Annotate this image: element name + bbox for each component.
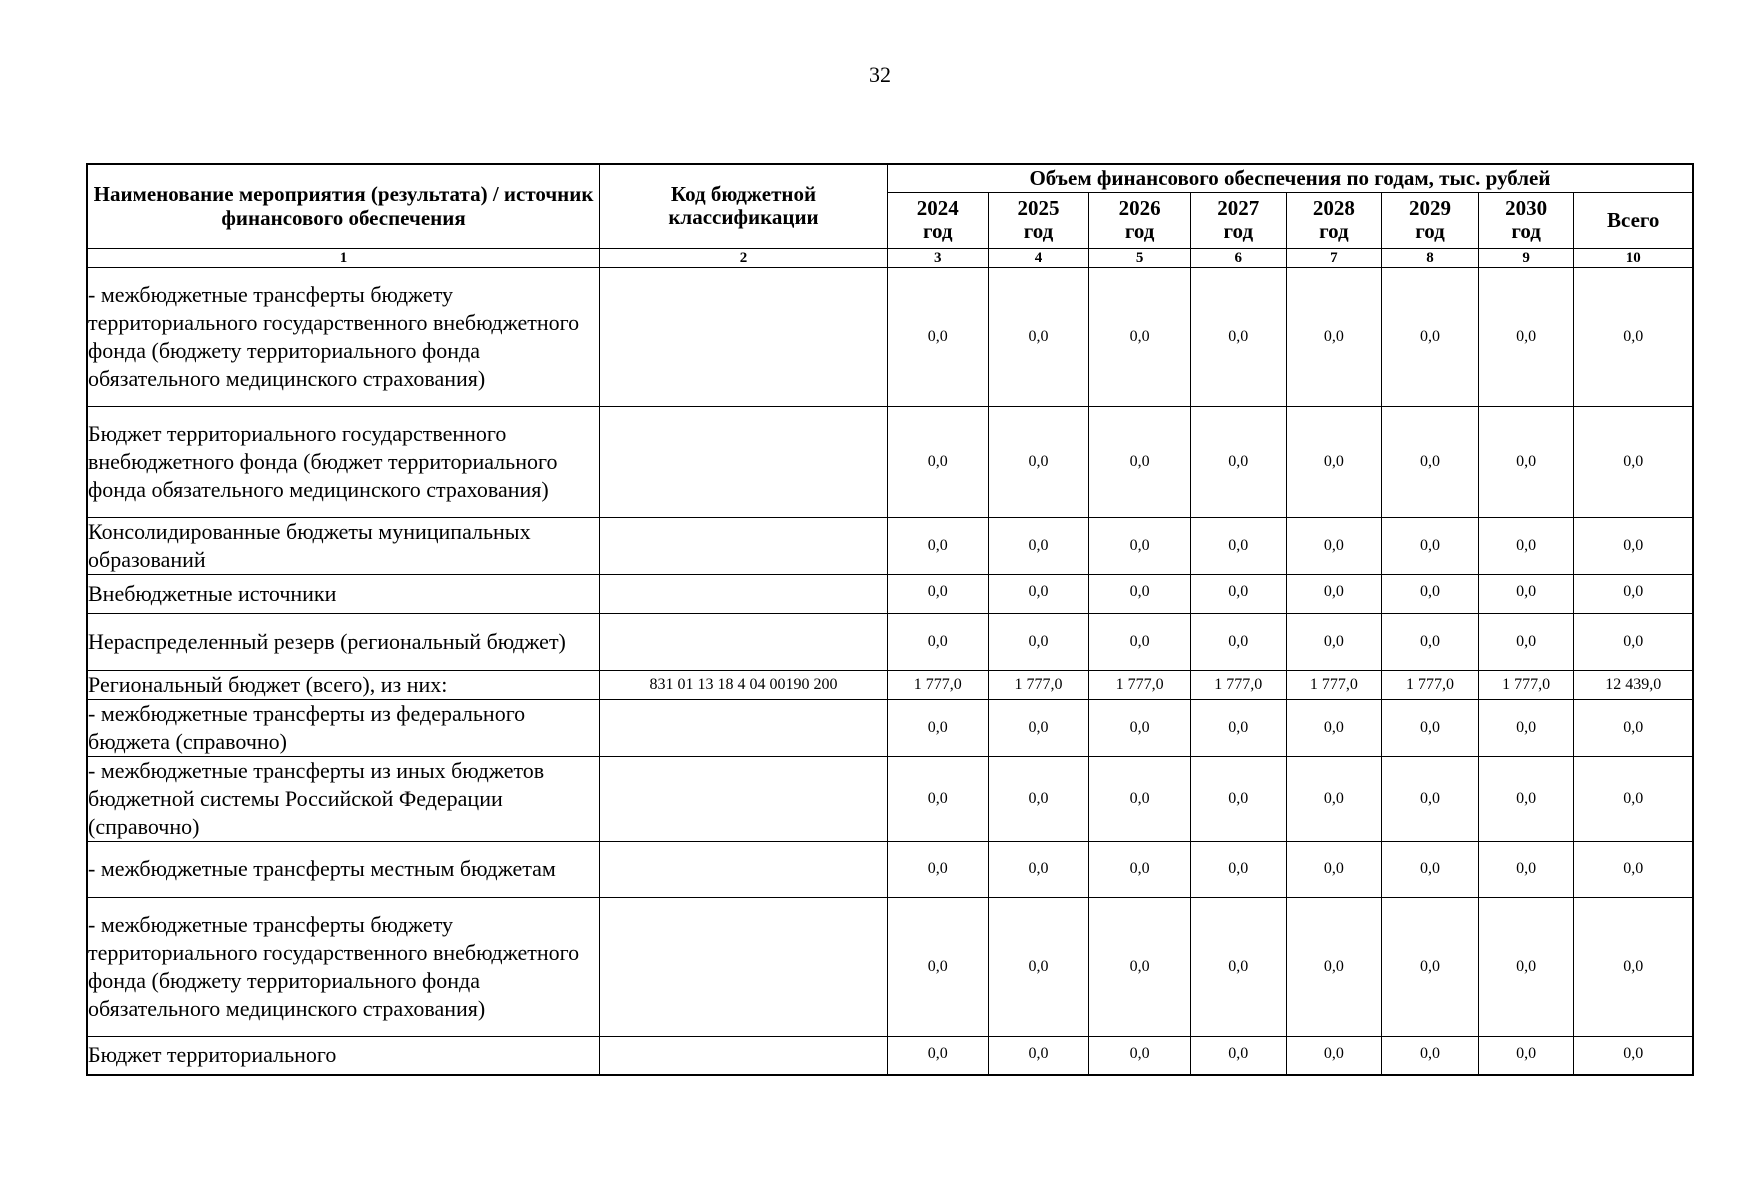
row-year-value: 0,0 <box>1191 267 1287 406</box>
table-row <box>87 517 1693 574</box>
row-year-value: 0,0 <box>1089 574 1191 613</box>
table-row <box>87 841 1693 897</box>
row-name: - межбюджетные трансферты из иных бюджетов бюджетной системы Российской Федерации (справочно) <box>87 756 600 841</box>
row-total-value: 0,0 <box>1574 267 1693 406</box>
column-number: 9 <box>1478 248 1574 267</box>
row-year-value: 0,0 <box>1191 1036 1287 1075</box>
row-name: Региональный бюджет (всего), из них: <box>87 670 600 699</box>
row-year-value: 0,0 <box>887 897 988 1036</box>
row-code: 831 01 13 18 4 04 00190 200 <box>600 670 888 699</box>
row-total-value: 0,0 <box>1574 841 1693 897</box>
header-total: Всего <box>1574 192 1693 248</box>
row-year-value: 0,0 <box>1382 841 1479 897</box>
row-year-value: 0,0 <box>1478 613 1574 670</box>
row-year-value: 0,0 <box>1191 406 1287 517</box>
row-year-value: 0,0 <box>1382 613 1479 670</box>
table-row <box>87 756 1693 841</box>
row-year-value: 0,0 <box>1191 699 1287 756</box>
row-code <box>600 267 888 406</box>
row-year-value: 0,0 <box>887 613 988 670</box>
row-year-value: 0,0 <box>1478 517 1574 574</box>
row-year-value: 0,0 <box>1286 613 1382 670</box>
row-total-value: 0,0 <box>1574 897 1693 1036</box>
column-number: 2 <box>600 248 888 267</box>
row-year-value: 0,0 <box>1286 756 1382 841</box>
row-year-value: 0,0 <box>1191 613 1287 670</box>
row-year-value: 0,0 <box>1382 1036 1479 1075</box>
header-year: 2028 год <box>1286 192 1382 248</box>
row-year-value: 0,0 <box>1286 517 1382 574</box>
table-row <box>87 406 1693 517</box>
row-code <box>600 841 888 897</box>
row-year-value: 0,0 <box>1089 267 1191 406</box>
row-total-value: 0,0 <box>1574 517 1693 574</box>
row-name: Бюджет территориального <box>87 1036 600 1075</box>
row-year-value: 0,0 <box>1382 699 1479 756</box>
row-total-value: 12 439,0 <box>1574 670 1693 699</box>
row-year-value: 0,0 <box>887 517 988 574</box>
header-year: 2026 год <box>1089 192 1191 248</box>
row-year-value: 0,0 <box>1191 841 1287 897</box>
row-year-value: 0,0 <box>1089 699 1191 756</box>
column-number: 8 <box>1382 248 1479 267</box>
header-volume: Объем финансового обеспечения по годам, тыс. рублей <box>887 164 1693 192</box>
row-name: Консолидированные бюджеты муниципальных образований <box>87 517 600 574</box>
row-code <box>600 1036 888 1075</box>
row-year-value: 0,0 <box>1089 406 1191 517</box>
header-year: 2025 год <box>988 192 1089 248</box>
column-number: 4 <box>988 248 1089 267</box>
row-year-value: 0,0 <box>1286 841 1382 897</box>
row-year-value: 0,0 <box>1191 517 1287 574</box>
row-year-value: 0,0 <box>988 841 1089 897</box>
row-year-value: 0,0 <box>1089 841 1191 897</box>
row-year-value: 0,0 <box>1382 406 1479 517</box>
row-year-value: 0,0 <box>887 406 988 517</box>
row-name: - межбюджетные трансферты местным бюджетам <box>87 841 600 897</box>
row-year-value: 0,0 <box>988 517 1089 574</box>
row-year-value: 0,0 <box>1478 406 1574 517</box>
row-total-value: 0,0 <box>1574 1036 1693 1075</box>
row-year-value: 0,0 <box>1478 841 1574 897</box>
row-year-value: 1 777,0 <box>887 670 988 699</box>
row-year-value: 0,0 <box>1286 406 1382 517</box>
row-name: - межбюджетные трансферты бюджету территориального государственного внебюджетного фонда (бюджету территориального фонда обязательного медицинского страхования) <box>87 897 600 1036</box>
row-year-value: 0,0 <box>988 267 1089 406</box>
column-number: 10 <box>1574 248 1693 267</box>
header-year: 2027 год <box>1191 192 1287 248</box>
table-row <box>87 670 1693 699</box>
row-year-value: 0,0 <box>887 267 988 406</box>
row-year-value: 0,0 <box>1478 699 1574 756</box>
row-code <box>600 699 888 756</box>
header-year: 2024 год <box>887 192 988 248</box>
row-code <box>600 613 888 670</box>
row-year-value: 0,0 <box>988 699 1089 756</box>
header-name: Наименование мероприятия (результата) / источник финансового обеспечения <box>87 164 600 248</box>
column-number: 1 <box>87 248 600 267</box>
table-row <box>87 613 1693 670</box>
row-year-value: 0,0 <box>988 574 1089 613</box>
row-year-value: 0,0 <box>887 756 988 841</box>
table-row <box>87 1036 1693 1075</box>
row-year-value: 1 777,0 <box>988 670 1089 699</box>
row-year-value: 0,0 <box>1286 267 1382 406</box>
row-year-value: 0,0 <box>1382 897 1479 1036</box>
row-year-value: 0,0 <box>1089 897 1191 1036</box>
row-code <box>600 406 888 517</box>
row-year-value: 0,0 <box>1191 574 1287 613</box>
row-year-value: 0,0 <box>1478 897 1574 1036</box>
row-year-value: 0,0 <box>1191 756 1287 841</box>
row-code <box>600 756 888 841</box>
row-year-value: 0,0 <box>1478 574 1574 613</box>
row-year-value: 0,0 <box>1478 1036 1574 1075</box>
row-name: - межбюджетные трансферты из федерального бюджета (справочно) <box>87 699 600 756</box>
row-year-value: 1 777,0 <box>1382 670 1479 699</box>
row-year-value: 0,0 <box>1382 756 1479 841</box>
row-name: - межбюджетные трансферты бюджету территориального государственного внебюджетного фонда (бюджету территориального фонда обязательного медицинского страхования) <box>87 267 600 406</box>
row-total-value: 0,0 <box>1574 574 1693 613</box>
row-total-value: 0,0 <box>1574 613 1693 670</box>
table-row <box>87 267 1693 406</box>
row-name: Бюджет территориального государственного внебюджетного фонда (бюджет территориального фонда обязательного медицинского страхования) <box>87 406 600 517</box>
row-year-value: 0,0 <box>988 756 1089 841</box>
column-number: 3 <box>887 248 988 267</box>
row-year-value: 0,0 <box>1478 267 1574 406</box>
row-year-value: 0,0 <box>1286 897 1382 1036</box>
row-year-value: 0,0 <box>1089 1036 1191 1075</box>
row-year-value: 0,0 <box>1382 574 1479 613</box>
row-code <box>600 897 888 1036</box>
financing-table <box>86 163 1694 1076</box>
row-year-value: 0,0 <box>988 897 1089 1036</box>
row-year-value: 0,0 <box>887 1036 988 1075</box>
row-year-value: 0,0 <box>1089 756 1191 841</box>
row-code <box>600 517 888 574</box>
row-year-value: 0,0 <box>1286 574 1382 613</box>
row-year-value: 0,0 <box>887 574 988 613</box>
header-year: 2029 год <box>1382 192 1479 248</box>
table-row <box>87 574 1693 613</box>
table-row <box>87 699 1693 756</box>
row-year-value: 1 777,0 <box>1191 670 1287 699</box>
table-row <box>87 897 1693 1036</box>
row-total-value: 0,0 <box>1574 699 1693 756</box>
row-year-value: 0,0 <box>1089 517 1191 574</box>
row-year-value: 0,0 <box>887 699 988 756</box>
column-number: 5 <box>1089 248 1191 267</box>
row-year-value: 0,0 <box>988 406 1089 517</box>
row-total-value: 0,0 <box>1574 406 1693 517</box>
row-year-value: 0,0 <box>988 1036 1089 1075</box>
row-code <box>600 574 888 613</box>
row-year-value: 1 777,0 <box>1089 670 1191 699</box>
page-number: 32 <box>869 62 891 87</box>
row-year-value: 0,0 <box>1286 699 1382 756</box>
row-total-value: 0,0 <box>1574 756 1693 841</box>
row-name: Нераспределенный резерв (региональный бюджет) <box>87 613 600 670</box>
header-year: 2030 год <box>1478 192 1574 248</box>
row-year-value: 0,0 <box>988 613 1089 670</box>
row-year-value: 0,0 <box>1382 517 1479 574</box>
row-year-value: 0,0 <box>1286 1036 1382 1075</box>
row-year-value: 0,0 <box>1382 267 1479 406</box>
column-numbers-row <box>87 248 1693 267</box>
row-year-value: 0,0 <box>1478 756 1574 841</box>
row-name: Внебюджетные источники <box>87 574 600 613</box>
row-year-value: 1 777,0 <box>1478 670 1574 699</box>
column-number: 7 <box>1286 248 1382 267</box>
row-year-value: 0,0 <box>1089 613 1191 670</box>
column-number: 6 <box>1191 248 1287 267</box>
row-year-value: 0,0 <box>1191 897 1287 1036</box>
header-code: Код бюджетной классификации <box>600 164 888 248</box>
row-year-value: 1 777,0 <box>1286 670 1382 699</box>
row-year-value: 0,0 <box>887 841 988 897</box>
